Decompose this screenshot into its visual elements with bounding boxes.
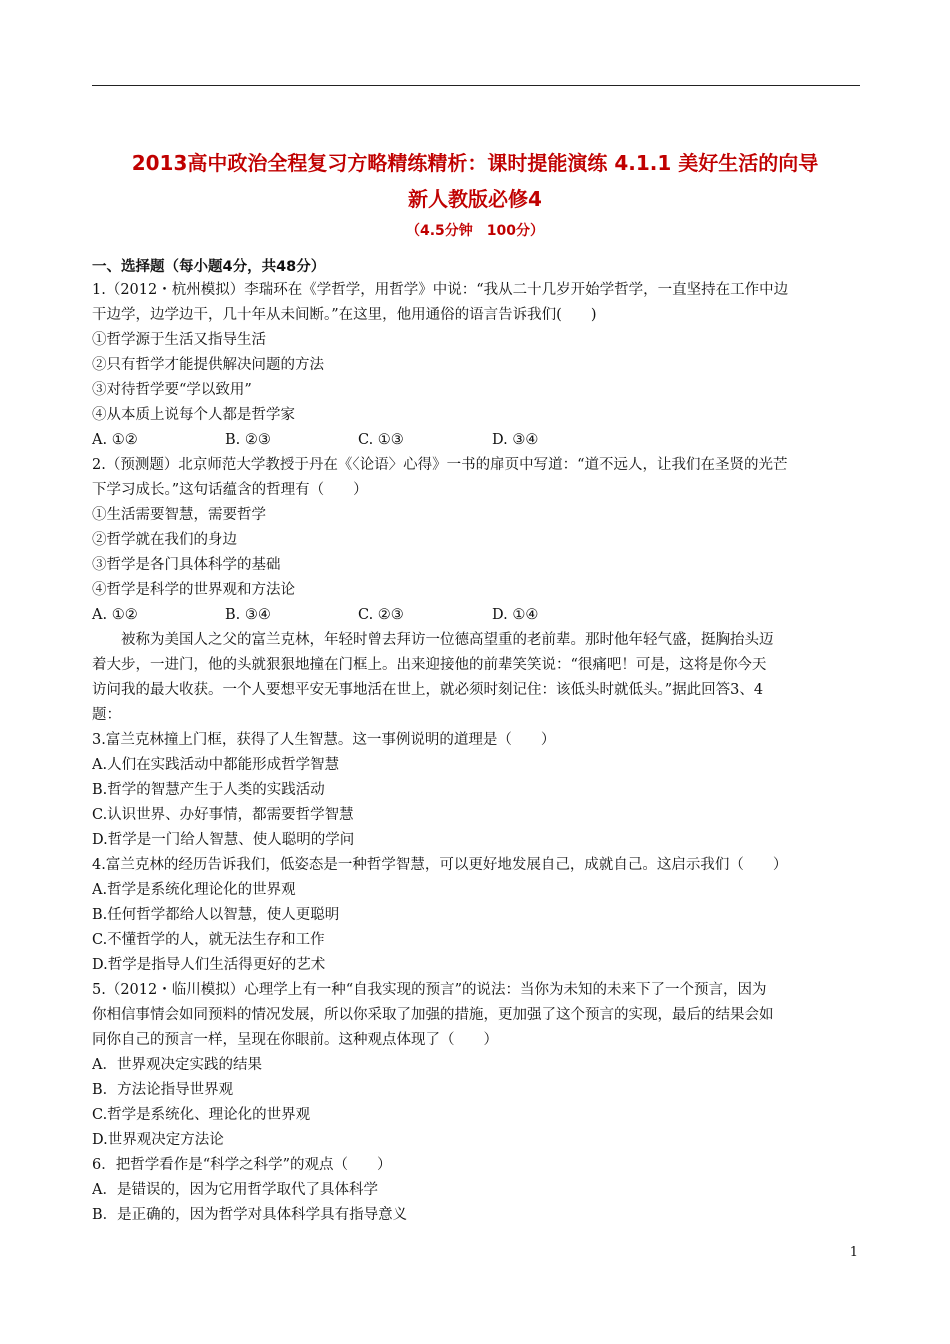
question-2-item-3: ③哲学是各门具体科学的基础 [92, 557, 281, 573]
question-5-option-c: C.哲学是系统化、理论化的世界观 [92, 1107, 311, 1123]
question-5-option-d: D.世界观决定方法论 [92, 1132, 224, 1148]
document-title-line-1: 2013高中政治全程复习方略精练精析：课时提能演练 4.1.1 美好生活的向导 [131, 151, 819, 175]
question-3-option-a: A.人们在实践活动中都能形成哲学智慧 [92, 757, 340, 773]
option-c: C. ②③ [358, 607, 404, 623]
question-2-stem-cont: 下学习成长。”这句话蕴含的哲理有（ ） [92, 482, 368, 498]
time-score-subtitle: （4.5分钟 100分） [405, 223, 545, 239]
question-5-stem-cont: 同你自己的预言一样，呈现在你眼前。这种观点体现了（ ） [92, 1032, 498, 1048]
material-paragraph: 题： [92, 707, 121, 723]
question-2-options [92, 603, 860, 628]
question-1-item-1: ①哲学源于生活又指导生活 [92, 332, 266, 348]
page-number: 1 [849, 1245, 858, 1260]
question-4-option-b: B.任何哲学都给人以智慧，使人更聪明 [92, 907, 340, 923]
question-2-item-2: ②哲学就在我们的身边 [92, 532, 237, 548]
option-a: A. ①② [92, 432, 138, 448]
document-title-line-2: 新人教版必修4 [408, 187, 542, 211]
question-6-option-a: A．是错误的，因为它用哲学取代了具体科学 [92, 1182, 378, 1198]
question-1-options [92, 428, 860, 453]
option-b: B. ③④ [225, 607, 271, 623]
section-heading: 一、选择题（每小题4分，共48分） [92, 259, 326, 275]
question-4-option-a: A.哲学是系统化理论化的世界观 [92, 882, 296, 898]
question-3-option-b: B.哲学的智慧产生于人类的实践活动 [92, 782, 325, 798]
question-5-option-b: B．方法论指导世界观 [92, 1082, 234, 1098]
question-4-option-d: D.哲学是指导人们生活得更好的艺术 [92, 957, 326, 973]
question-5-option-a: A．世界观决定实践的结果 [92, 1057, 262, 1073]
question-2-stem: 2.（预测题）北京师范大学教授于丹在《〈论语〉心得》一书的扉页中写道：“道不远人，让我们在圣贤的光芒 [92, 457, 788, 473]
option-b: B. ②③ [225, 432, 271, 448]
question-1-stem: 1.（2012・杭州模拟）李瑞环在《学哲学，用哲学》中说：“我从二十几岁开始学哲学，一直坚持在工作中边 [92, 282, 789, 298]
question-1-item-4: ④从本质上说每个人都是哲学家 [92, 407, 295, 423]
option-d: D. ③④ [492, 432, 539, 448]
question-2-item-4: ④哲学是科学的世界观和方法论 [92, 582, 295, 598]
question-3-stem: 3.富兰克林撞上门框，获得了人生智慧。这一事例说明的道理是（ ） [92, 732, 556, 748]
question-4-stem: 4.富兰克林的经历告诉我们，低姿态是一种哲学智慧，可以更好地发展自己，成就自己。这启示我们（ ） [92, 857, 788, 873]
question-5-stem-cont: 你相信事情会如同预料的情况发展，所以你采取了加强的措施，更加强了这个预言的实现，最后的结果会如 [92, 1007, 774, 1023]
option-a: A. ①② [92, 607, 138, 623]
material-paragraph: 访问我的最大收获。一个人要想平安无事地活在世上，就必须时刻记住：该低头时就低头。”据此回答3、4 [92, 682, 764, 698]
question-2-item-1: ①生活需要智慧，需要哲学 [92, 507, 266, 523]
material-paragraph: 被称为美国人之父的富兰克林，年轻时曾去拜访一位德高望重的老前辈。那时他年轻气盛，挺胸抬头迈 [92, 632, 774, 648]
question-4-option-c: C.不懂哲学的人，就无法生存和工作 [92, 932, 325, 948]
option-d: D. ①④ [492, 607, 539, 623]
question-3-option-c: C.认识世界、办好事情，都需要哲学智慧 [92, 807, 354, 823]
question-body [92, 278, 860, 1228]
question-6-option-b: B．是正确的，因为哲学对具体科学具有指导意义 [92, 1207, 408, 1223]
question-1-item-2: ②只有哲学才能提供解决问题的方法 [92, 357, 324, 373]
question-3-option-d: D.哲学是一门给人智慧、使人聪明的学问 [92, 832, 355, 848]
question-5-stem: 5.（2012・临川模拟）心理学上有一种“自我实现的预言”的说法：当你为未知的未来下了一个预言，因为 [92, 982, 767, 998]
header-rule [92, 85, 860, 86]
option-c: C. ①③ [358, 432, 404, 448]
question-1-stem-cont: 干边学，边学边干，几十年从未间断。”在这里，他用通俗的语言告诉我们( ) [92, 307, 597, 323]
question-1-item-3: ③对待哲学要“学以致用” [92, 382, 252, 398]
question-6-stem: 6．把哲学看作是“科学之科学”的观点（ ） [92, 1157, 392, 1173]
material-paragraph: 着大步，一进门，他的头就狠狠地撞在门框上。出来迎接他的前辈笑笑说：“很痛吧！可是，这将是你今天 [92, 657, 767, 673]
